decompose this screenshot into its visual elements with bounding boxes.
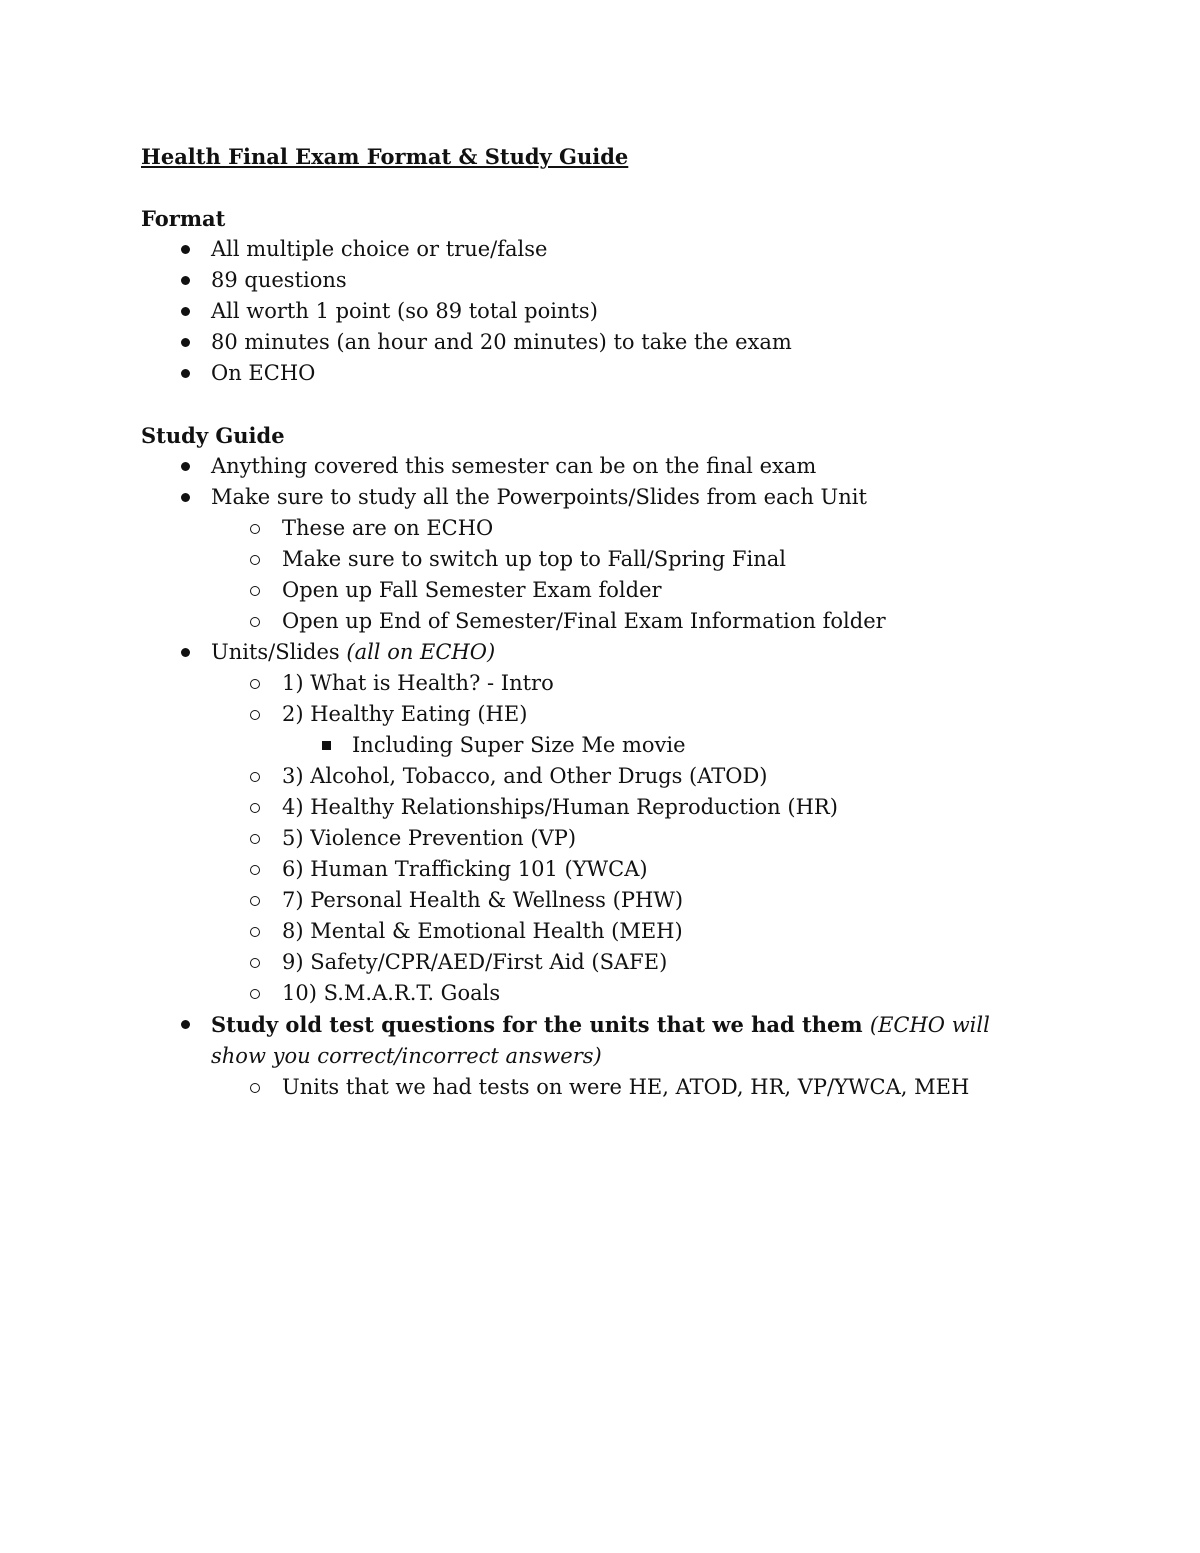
- bullet-square-icon: [316, 730, 336, 761]
- list-item: Study old test questions for the units that we had them (ECHO will show you correct/incorrect answers): [141, 1009, 1081, 1072]
- bullet-circle-icon: [245, 575, 265, 606]
- list-item: 80 minutes (an hour and 20 minutes) to take the exam: [141, 327, 1081, 358]
- bullet-dot-icon: [175, 265, 195, 296]
- list-item: 89 questions: [141, 265, 1081, 296]
- bullet-circle-icon: [245, 885, 265, 916]
- list-item: All multiple choice or true/false: [141, 234, 1081, 265]
- bullet-dot-icon: [175, 234, 195, 265]
- bullet-circle-icon: [245, 544, 265, 575]
- unit-item: 7) Personal Health & Wellness (PHW): [141, 885, 1081, 916]
- unit-item: 10) S.M.A.R.T. Goals: [141, 978, 1081, 1009]
- bullet-dot-icon: [175, 637, 195, 668]
- bullet-circle-icon: [245, 823, 265, 854]
- list-item: Units/Slides (all on ECHO): [141, 637, 1081, 668]
- document-page: [141, 141, 1081, 1103]
- list-item: Anything covered this semester can be on the final exam: [141, 451, 1081, 482]
- unit-item: 3) Alcohol, Tobacco, and Other Drugs (ATOD): [141, 761, 1081, 792]
- bullet-circle-icon: [245, 978, 265, 1009]
- bullet-dot-icon: [175, 358, 195, 389]
- bullet-circle-icon: [245, 854, 265, 885]
- list-item: On ECHO: [141, 358, 1081, 389]
- list-item: All worth 1 point (so 89 total points): [141, 296, 1081, 327]
- sub-list-item: Open up End of Semester/Final Exam Information folder: [141, 606, 1081, 637]
- bullet-dot-icon: [175, 482, 195, 513]
- unit-item: 2) Healthy Eating (HE): [141, 699, 1081, 730]
- document-title: Health Final Exam Format & Study Guide: [141, 144, 629, 169]
- unit-item: 6) Human Trafficking 101 (YWCA): [141, 854, 1081, 885]
- sub-list-item: Units that we had tests on were HE, ATOD, HR, VP/YWCA, MEH: [141, 1072, 1081, 1103]
- bullet-dot-icon: [175, 451, 195, 482]
- study-guide-heading: Study Guide: [141, 423, 285, 448]
- bullet-dot-icon: [175, 296, 195, 327]
- list-item: Make sure to study all the Powerpoints/Slides from each Unit: [141, 482, 1081, 513]
- bullet-circle-icon: [245, 792, 265, 823]
- unit-item: 4) Healthy Relationships/Human Reproduction (HR): [141, 792, 1081, 823]
- sub-list-item: These are on ECHO: [141, 513, 1081, 544]
- bullet-circle-icon: [245, 1072, 265, 1103]
- bullet-dot-icon: [175, 327, 195, 358]
- bullet-circle-icon: [245, 699, 265, 730]
- unit-item: 1) What is Health? - Intro: [141, 668, 1081, 699]
- bullet-circle-icon: [245, 606, 265, 637]
- sub-list-item: Make sure to switch up top to Fall/Spring Final: [141, 544, 1081, 575]
- bullet-dot-icon: [175, 1009, 195, 1040]
- unit-item: 5) Violence Prevention (VP): [141, 823, 1081, 854]
- format-heading: Format: [141, 206, 226, 231]
- unit-item: 9) Safety/CPR/AED/First Aid (SAFE): [141, 947, 1081, 978]
- sub-sub-list-item: Including Super Size Me movie: [141, 730, 1081, 761]
- spacer: [141, 172, 1081, 203]
- bullet-circle-icon: [245, 513, 265, 544]
- bullet-circle-icon: [245, 761, 265, 792]
- sub-list-item: Open up Fall Semester Exam folder: [141, 575, 1081, 606]
- bullet-circle-icon: [245, 668, 265, 699]
- spacer: [141, 389, 1081, 420]
- unit-item: 8) Mental & Emotional Health (MEH): [141, 916, 1081, 947]
- bullet-circle-icon: [245, 916, 265, 947]
- bullet-circle-icon: [245, 947, 265, 978]
